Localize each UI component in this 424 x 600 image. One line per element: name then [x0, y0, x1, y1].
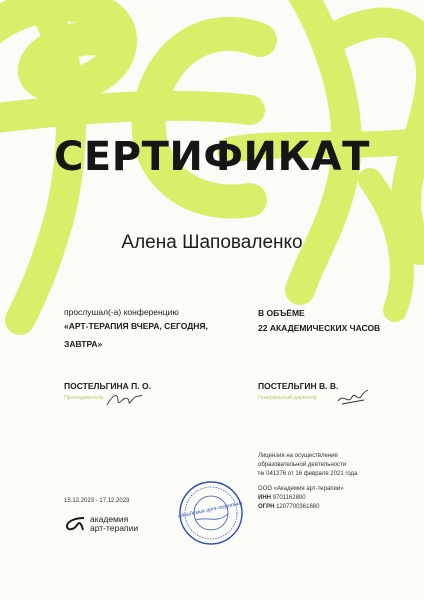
volume-label: В ОБЪЁМЕ [258, 308, 305, 318]
director-signature-icon [334, 387, 370, 409]
director-name: ПОСТЕЛЬГИН В. В. [258, 381, 339, 391]
license-line3: № 041276 от 16 февраля 2021 года [258, 471, 358, 477]
license-line1: Лицензия на осуществление [258, 453, 338, 459]
ogrn-value: 1207700361660 [276, 504, 320, 510]
conference-name [64, 320, 234, 350]
signature-director [258, 381, 338, 401]
org-name: ООО «Академия арт-терапии» [258, 486, 344, 492]
inn-label: ИНН [258, 495, 271, 501]
inn-value: 9701162800 [272, 495, 306, 501]
academy-logo-icon [64, 515, 86, 533]
event-dates: 15.12.2023 - 17.12.2023 [64, 498, 130, 504]
official-stamp [176, 478, 246, 548]
ogrn-label: ОГРН [258, 504, 275, 510]
listened-label: прослушал(-а) конференцию [64, 307, 179, 317]
director-role: Генеральный директор [258, 395, 317, 401]
volume-hours: 22 АКАДЕМИЧЕСКИХ ЧАСОВ [258, 323, 381, 333]
logo-line2: арт-терапии [90, 523, 139, 533]
conference-name-line1: «АРТ-ТЕРАПИЯ ВЧЕРА, СЕГОДНЯ, [64, 321, 208, 331]
license-info [258, 452, 357, 512]
teacher-signature-icon [104, 389, 144, 411]
license-line2: образовательной деятельности [258, 462, 347, 468]
logo-line1: академия [90, 514, 129, 524]
teacher-name: ПОСТЕЛЬГИНА П. О. [64, 381, 151, 391]
conference-name-line2: ЗАВТРА» [64, 339, 103, 349]
teacher-role: Преподаватель [64, 395, 104, 401]
inn-row [258, 494, 357, 503]
certificate-title: СЕРТИФИКАТ [54, 134, 370, 180]
stamp-text: «Академия арт-терапии» [177, 500, 244, 520]
volume-block [258, 307, 380, 334]
recipient-name: Алена Шаповаленко [121, 232, 303, 253]
academy-logo [64, 515, 138, 533]
ogrn-row [258, 503, 357, 512]
